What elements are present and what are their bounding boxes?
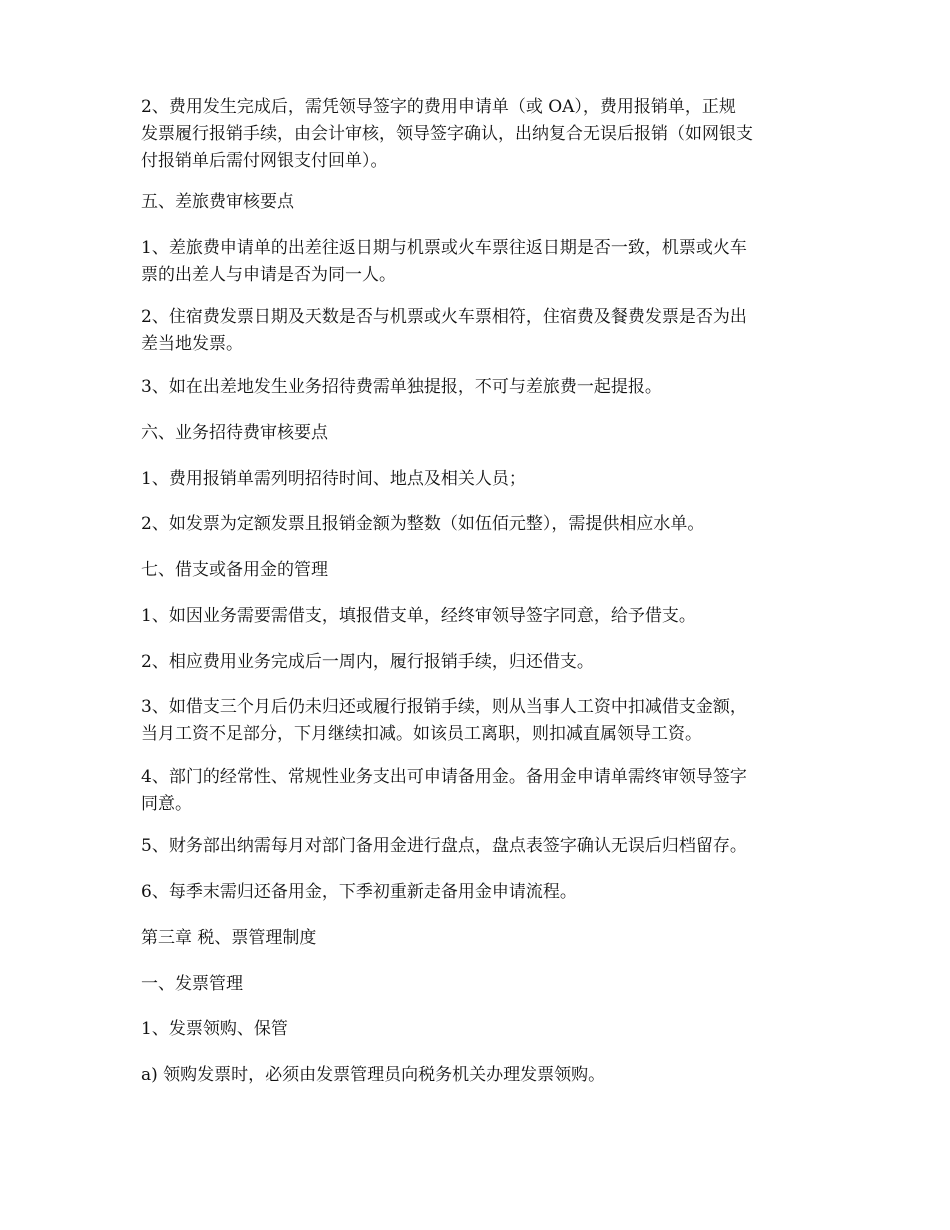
heading-entertainment-audit: 六、业务招待费审核要点 [141, 423, 328, 443]
heading-advance-management: 七、借支或备用金的管理 [141, 560, 328, 580]
heading-chapter-three: 第三章 税、票管理制度 [141, 928, 317, 948]
paragraph-expense-reimbursement-step2: 2、费用发生完成后，需凭领导签字的费用申请单（或 OA），费用报销单，正规 发票履行报销手续，由会计审核，领导签字确认，出纳复合无误后报销（如网银支 付报销单后需付网银支付回单）。 [141, 97, 753, 171]
paragraph-advance-4: 4、部门的经常性、常规性业务支出可申请备用金。备用金申请单需终审领导签字 同意。 [141, 767, 747, 814]
paragraph-invoice-purchase-a: a) 领购发票时，必须由发票管理员向税务机关办理发票领购。 [141, 1065, 606, 1085]
paragraph-travel-audit-3: 3、如在出差地发生业务招待费需单独提报，不可与差旅费一起提报。 [141, 377, 662, 397]
paragraph-advance-1: 1、如因业务需要需借支，填报借支单，经终审领导签字同意，给予借支。 [141, 606, 696, 626]
paragraph-advance-6: 6、每季末需归还备用金，下季初重新走备用金申请流程。 [141, 882, 577, 902]
paragraph-advance-5: 5、财务部出纳需每月对部门备用金进行盘点，盘点表签字确认无误后归档留存。 [141, 836, 747, 856]
paragraph-advance-3: 3、如借支三个月后仍未归还或履行报销手续，则从当事人工资中扣减借支金额， 当月工资不足部分，下月继续扣减。如该员工离职，则扣减直属领导工资。 [141, 697, 747, 744]
heading-invoice-purchase-storage: 1、发票领购、保管 [141, 1019, 288, 1039]
heading-invoice-management: 一、发票管理 [141, 974, 243, 994]
paragraph-entertainment-audit-2: 2、如发票为定额发票且报销金额为整数（如伍佰元整），需提供相应水单。 [141, 514, 705, 534]
paragraph-entertainment-audit-1: 1、费用报销单需列明招待时间、地点及相关人员； [141, 469, 526, 489]
paragraph-travel-audit-2: 2、住宿费发票日期及天数是否与机票或火车票相符，住宿费及餐费发票是否为出 差当地发票。 [141, 307, 747, 354]
paragraph-advance-2: 2、相应费用业务完成后一周内，履行报销手续，归还借支。 [141, 652, 594, 672]
paragraph-travel-audit-1: 1、差旅费申请单的出差往返日期与机票或火车票往返日期是否一致，机票或火车 票的出差人与申请是否为同一人。 [141, 238, 747, 285]
heading-travel-audit: 五、差旅费审核要点 [141, 192, 294, 212]
